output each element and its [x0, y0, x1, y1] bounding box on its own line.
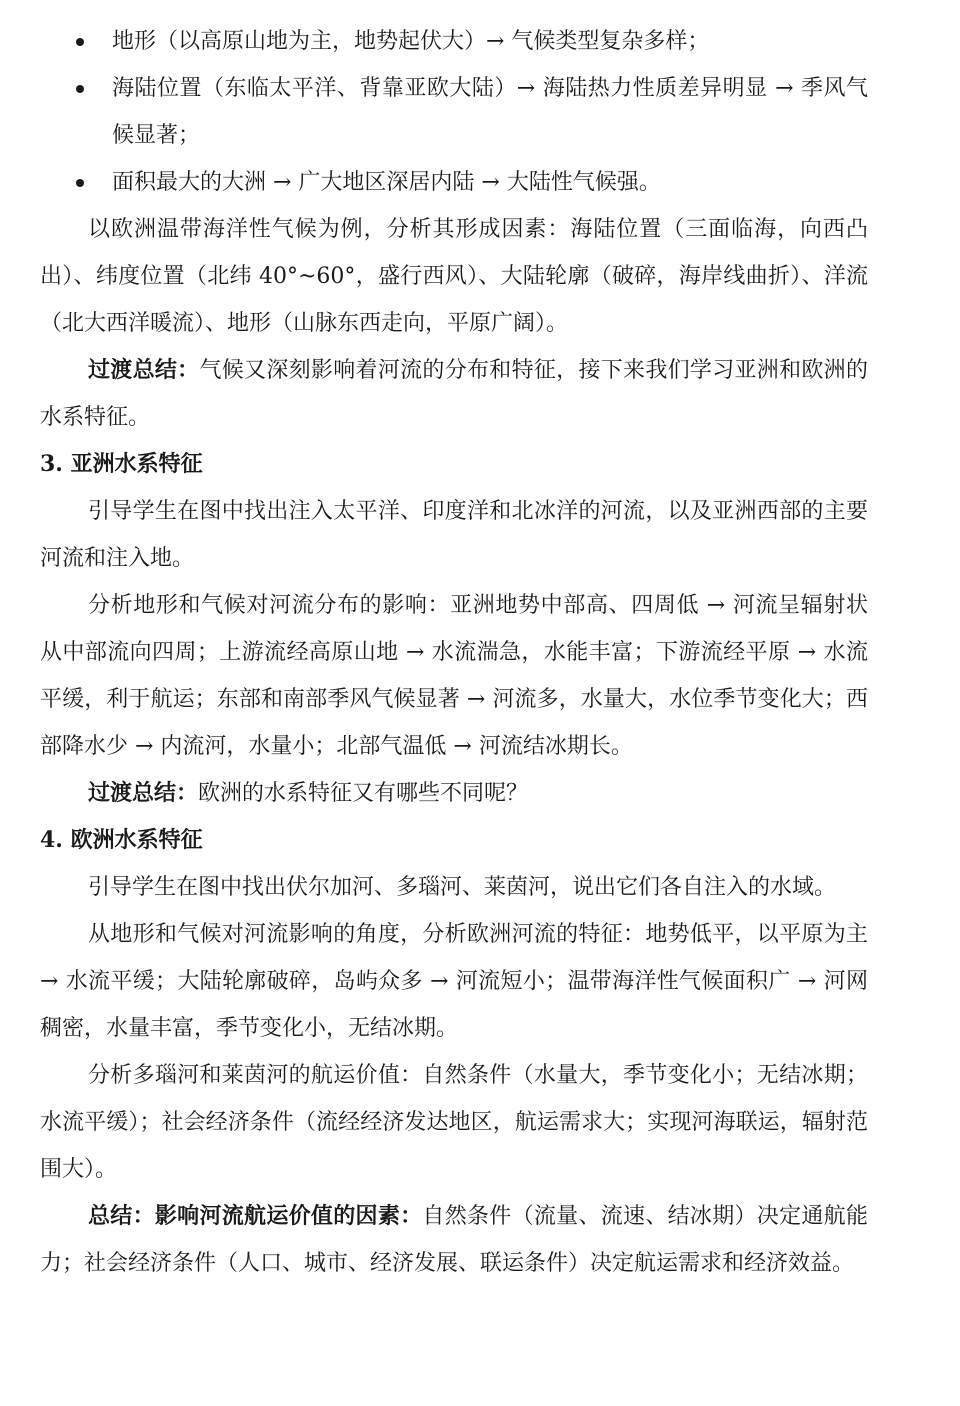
europe-climate-paragraph: 以欧洲温带海洋性气候为例，分析其形成因素：海陆位置（三面临海，向西凸出）、纬度位置（北纬 40°~60°，盛行西风）、大陆轮廓（破碎，海岸线曲折）、洋流（北大西洋暖流）、地形（山脉东西走向，平原广阔）。 — [40, 217, 868, 336]
transition-summary-2 — [40, 770, 868, 817]
bullet-dot-icon — [76, 179, 84, 187]
list-item — [40, 18, 868, 65]
bullet-text: 海陆位置（东临太平洋、背靠亚欧大陆）→ 海陆热力性质差异明显 → 季风气候显著； — [112, 76, 868, 148]
section-heading-asia-rivers: 3. 亚洲水系特征 — [40, 451, 203, 477]
europe-rivers-paragraph-2: 从地形和气候对河流影响的角度，分析欧洲河流的特征：地势低平，以平原为主 → 水流平缓；大陆轮廓破碎，岛屿众多 → 河流短小；温带海洋性气候面积广 → 河网稠密，水量丰富，季节变化小，无结冰期。 — [40, 922, 868, 1041]
europe-rivers-paragraph-1: 引导学生在图中找出伏尔加河、多瑙河、莱茵河，说出它们各自注入的水域。 — [88, 875, 837, 900]
transition-label: 过渡总结： — [88, 780, 199, 806]
list-item — [40, 159, 868, 206]
asia-rivers-paragraph-2: 分析地形和气候对河流分布的影响：亚洲地势中部高、四周低 → 河流呈辐射状从中部流向四周；上游流经高原山地 → 水流湍急，水能丰富；下游流经平原 → 水流平缓，利于航运；东部和南部季风气候显著 → 河流多，水量大，水位季节变化大；西部降水少 → 内流河，水量小；北部气温低 → 河流结冰期长。 — [40, 593, 868, 759]
transition-text: 气候又深刻影响着河流的分布和特征，接下来我们学习亚洲和欧洲的水系特征。 — [40, 358, 868, 430]
summary-label: 总结：影响河流航运价值的因素： — [88, 1203, 423, 1229]
bullet-dot-icon — [76, 38, 84, 46]
bullet-dot-icon — [76, 85, 84, 93]
europe-rivers-paragraph-3: 分析多瑙河和莱茵河的航运价值：自然条件（水量大，季节变化小；无结冰期；水流平缓）；社会经济条件（流经经济发达地区，航运需求大；实现河海联运，辐射范围大）。 — [40, 1063, 868, 1182]
navigation-value-summary — [40, 1193, 868, 1287]
bullet-text: 地形（以高原山地为主，地势起伏大）→ 气候类型复杂多样； — [112, 29, 710, 54]
list-item — [40, 65, 868, 159]
climate-factor-list — [40, 18, 868, 206]
transition-label: 过渡总结： — [88, 357, 200, 383]
bullet-text: 面积最大的大洲 → 广大地区深居内陆 → 大陆性气候强。 — [112, 170, 661, 195]
transition-summary-1 — [40, 347, 868, 441]
section-heading-europe-rivers: 4. 欧洲水系特征 — [40, 827, 203, 853]
transition-text: 欧洲的水系特征又有哪些不同呢？ — [198, 781, 529, 806]
asia-rivers-paragraph-1: 引导学生在图中找出注入太平洋、印度洋和北冰洋的河流，以及亚洲西部的主要河流和注入地。 — [40, 499, 868, 571]
summary-text: 自然条件（流量、流速、结冰期）决定通航能力；社会经济条件（人口、城市、经济发展、联运条件）决定航运需求和经济效益。 — [40, 1204, 868, 1276]
